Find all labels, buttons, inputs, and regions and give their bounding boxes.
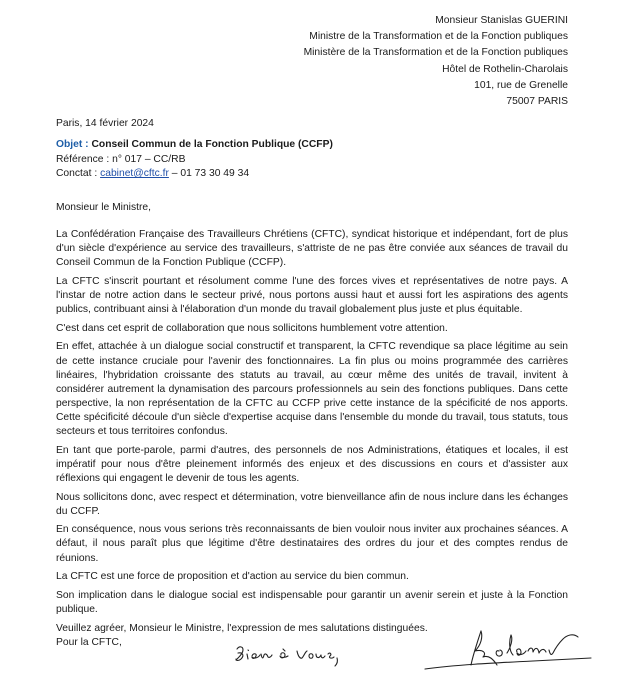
letter-body bbox=[56, 228, 568, 640]
contact-email-link[interactable]: cabinet@cftc.fr bbox=[100, 168, 169, 179]
subject-line bbox=[56, 138, 333, 153]
body-paragraph: La CFTC s'inscrit pourtant et résolument comme l'une des forces vives et représentatives de notre pays. A l'instar de notre action dans le secteur privé, nous portons aussi haut et aussi fort les aspirations des agents publics, contribuant ainsi à l'élaboration d'un monde du travail globalement plus juste et plus équitable. bbox=[56, 275, 568, 316]
body-paragraph: Nous sollicitons donc, avec respect et détermination, votre bienveillance afin de nous inclure dans les échanges du CCFP. bbox=[56, 491, 568, 517]
body-paragraph: C'est dans cet esprit de collaboration que nous sollicitons humblement votre attention. bbox=[56, 322, 448, 334]
salutation: Monsieur le Ministre, bbox=[56, 202, 151, 213]
contact-label: Conctat : bbox=[56, 168, 101, 179]
letter-meta bbox=[56, 138, 333, 182]
handwritten-note bbox=[233, 640, 353, 670]
subject-text: Conseil Commun de la Fonction Publique (CCFP) bbox=[91, 139, 333, 150]
recipient-name: Monsieur Stanislas GUERINI bbox=[435, 15, 568, 26]
recipient-building: Hôtel de Rothelin-Charolais bbox=[442, 63, 568, 75]
body-paragraph: Son implication dans le dialogue social est indispensable pour garantir un avenir serein et juste à la Fonction publique. bbox=[56, 589, 568, 615]
contact-phone: – 01 73 30 49 34 bbox=[168, 168, 250, 179]
body-paragraph: La Confédération Française des Travailleurs Chrétiens (CFTC), syndicat historique et indépendant, fort de plus d'un siècle d'expérience au service des travailleurs, s'attriste de ne pas être conviée aux séances de travail du Conseil Commun de la Fonction Publique (CCFP). bbox=[56, 229, 568, 269]
subject-label: Objet : bbox=[56, 139, 89, 150]
recipient-street: 101, rue de Grenelle bbox=[474, 79, 568, 91]
body-paragraph: En tant que porte-parole, parmi d'autres, des personnels de nos Administrations, étatiques et locales, il est impératif pour nous d'être pleinement informés des enjeux et des discussions en cours et d'assister aux réflexions qui engagent le devenir de tous les agents. bbox=[56, 444, 568, 484]
reference-line: Référence : n° 017 – CC/RB bbox=[56, 153, 186, 165]
contact-line bbox=[56, 167, 333, 182]
recipient-address bbox=[304, 13, 568, 110]
recipient-ministry: Ministère de la Transformation et de la Fonction publiques bbox=[303, 47, 568, 59]
recipient-city: 75007 PARIS bbox=[506, 96, 568, 108]
letter-date: Paris, 14 février 2024 bbox=[56, 118, 154, 129]
recipient-title: Ministre de la Transformation et de la Fonction publiques bbox=[309, 31, 568, 43]
body-paragraph: En effet, attachée à un dialogue social constructif et transparent, la CFTC revendique sa place légitime au sein de cette instance cruciale pour l'avenir des fonctionnaires. La fin plus ou moins programmée des carrières linéaires, l'hybridation croissante des statuts au travail, au cœur même des unités de travail, invitent à considérer autrement la dynamisation des parcours professionnels au sein des fonctions publiques. Dans cette perspective, la non représentation de la CFTC au CCFP prive cette instance de la spécificité de nos apports. Cette spécificité découle d'un siècle d'expertise acquise dans l'ensemble du monde du travail, tous statuts, tous secteurs et tous territoires confondus. bbox=[56, 341, 568, 437]
closing-line: Pour la CFTC, bbox=[56, 637, 122, 648]
signature bbox=[423, 625, 593, 673]
body-paragraph: La CFTC est une force de proposition et d'action au service du bien commun. bbox=[56, 571, 409, 583]
body-paragraph: En conséquence, nous vous serions très reconnaissants de bien vouloir nous inviter aux prochaines séances. A défaut, il nous paraît plus que légitime d'être destinataires des ordres du jour et des comptes rendus de réunions. bbox=[56, 524, 568, 564]
body-paragraph: Veuillez agréer, Monsieur le Ministre, l'expression de mes salutations distinguées. bbox=[56, 622, 428, 634]
